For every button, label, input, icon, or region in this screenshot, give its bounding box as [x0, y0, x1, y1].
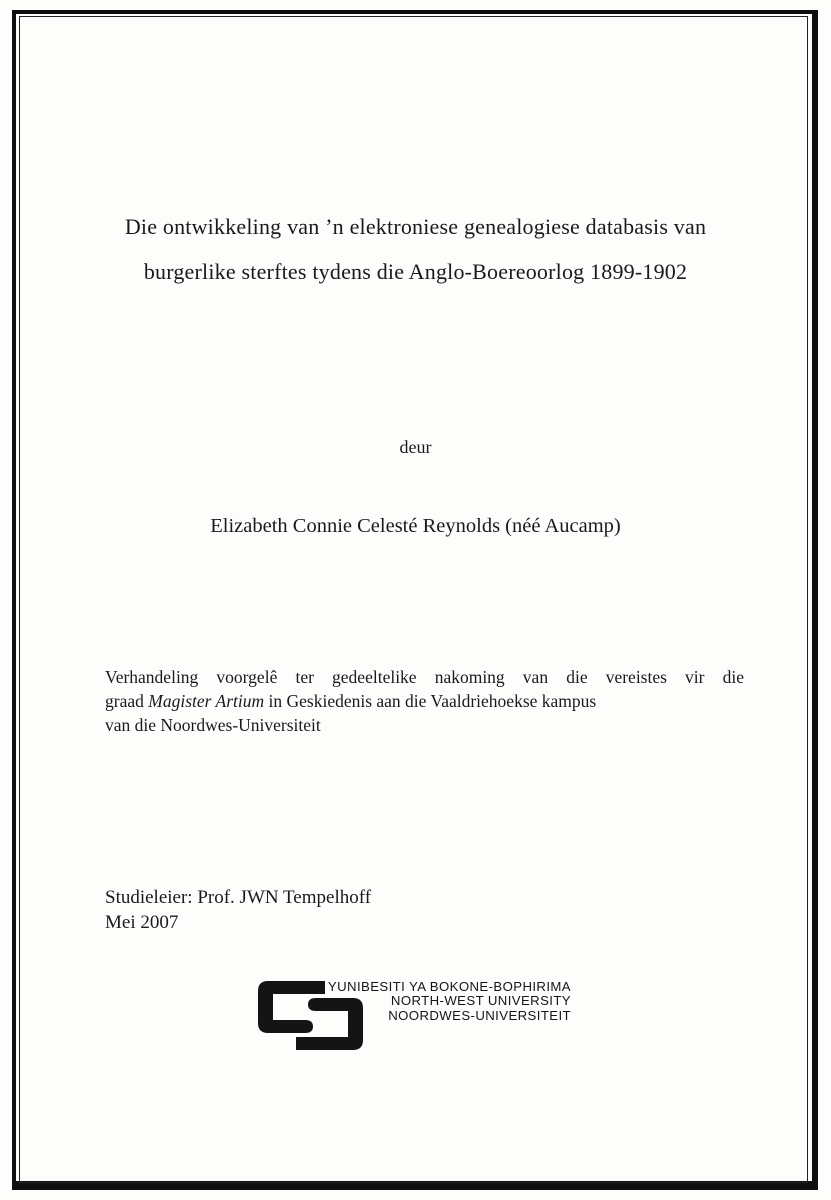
thesis-title-line-2: burgerlike sterftes tydens die Anglo-Boereoorlog 1899-1902 — [143, 259, 688, 284]
university-logo-text — [328, 980, 571, 1023]
thesis-title-line-1: Die ontwikkeling van ’n elektroniese genealogiese databasis van — [124, 214, 707, 239]
degree-name: Magister Artium — [148, 691, 265, 711]
university-name-setswana: YUNIBESITI YA BOKONE-BOPHIRIMA — [327, 979, 571, 994]
date-line: Mei 2007 — [105, 912, 179, 933]
submission-line-2-pre: graad — [105, 691, 149, 711]
university-name-afrikaans: NOORDWES-UNIVERSITEIT — [388, 1007, 571, 1023]
author-name: Elizabeth Connie Celesté Reynolds (néé Aucamp) — [210, 515, 621, 537]
submission-line-2 — [105, 689, 744, 713]
submission-line-3: van die Noordwes-Universiteit — [105, 715, 321, 735]
thesis-title — [60, 204, 771, 294]
university-name-english: NORTH-WEST UNIVERSITY — [390, 993, 571, 1009]
byline-label: deur — [399, 437, 432, 457]
university-logo — [253, 975, 573, 1060]
supervisor-block — [105, 885, 371, 935]
submission-statement — [105, 665, 744, 737]
submission-line-1: Verhandeling voorgelê ter gedeeltelike nakoming van die vereistes vir die — [105, 667, 744, 687]
submission-line-2-post: in Geskiedenis aan die Vaaldriehoekse kampus — [264, 691, 597, 711]
supervisor-line: Studieleier: Prof. JWN Tempelhoff — [105, 887, 372, 908]
